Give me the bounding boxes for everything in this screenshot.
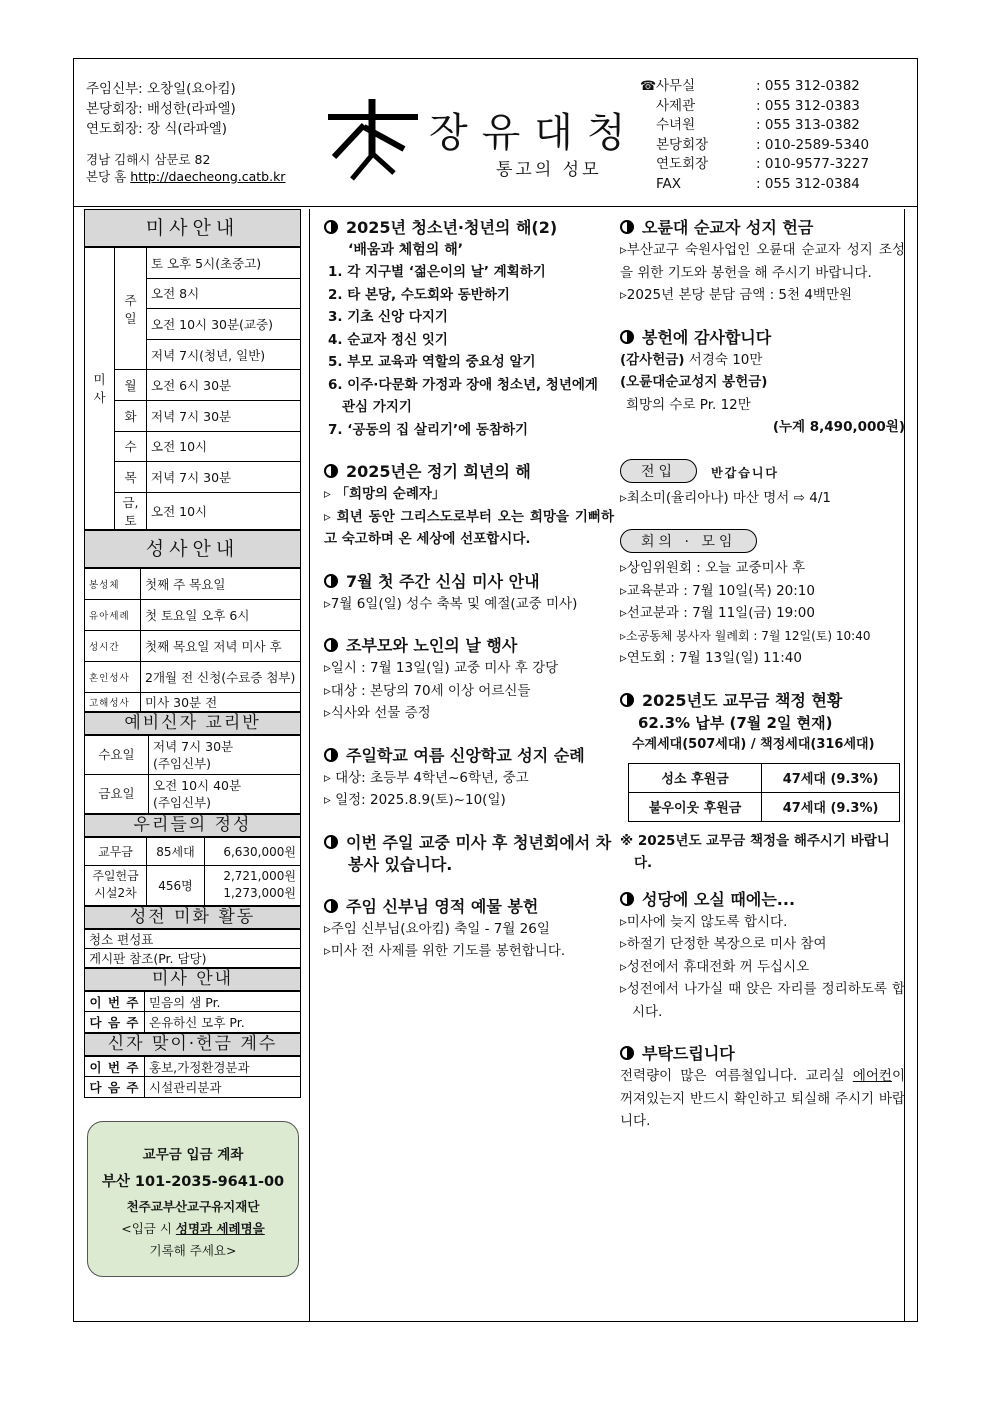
sunday-label: 주일	[115, 248, 147, 370]
greeting-week: 이 번 주	[85, 1056, 145, 1077]
offering-donor: 서경숙 10만	[684, 351, 763, 368]
contact-value: : 055 312-0384	[756, 175, 860, 192]
mass-guide-heading: 미사안내	[84, 209, 301, 247]
weekday-day: 금, 토	[115, 492, 147, 529]
offering-label: 시설2차	[94, 886, 137, 901]
parish-chairman: 본당회장: 배성한(라파엘)	[86, 101, 236, 117]
offering-amount: 2,721,000원	[223, 869, 296, 884]
masthead	[324, 97, 654, 197]
list-item: ▹최소미(율리아나) 마산 명서 ⇨ 4/1	[620, 489, 831, 506]
list-item: 4. 순교자 정신 잇기	[328, 331, 448, 348]
list-item: ▹ 희년 동안 그리스도로부터 오는 희망을 기뻐하고 숙고하며 온 세상에 선포합시다.	[324, 508, 614, 547]
contact-label: FAX	[656, 175, 682, 192]
list-item: ▹소공동체 봉사자 월례회 : 7월 12일(토) 10:40	[620, 628, 871, 643]
bulletin-title: 장유대청	[429, 110, 640, 156]
contact-value: : 010-9577-3227	[756, 156, 870, 172]
catechumen-time: 오전 10시 40분	[153, 777, 242, 793]
sacrament-label: 봉성체	[85, 568, 141, 599]
article-title: 주일학교 여름 신앙학교 성지 순례	[346, 745, 585, 765]
mass-table	[84, 247, 301, 530]
contact-row	[656, 155, 869, 175]
contact-label: 본당회장	[656, 136, 709, 153]
list-item: ▹부산교구 숙원사업인 오륜대 순교자 성지 조성을 위한 기도와 봉헌을 해 주시기 바랍니다.	[620, 242, 905, 281]
request-text: 전력량이 많은 여름철입니다. 교리실 에어컨이 꺼져있는지 반드시 확인하고 퇴실해 주시기 바랍니다.	[620, 1068, 905, 1129]
bulletin-frame	[73, 58, 918, 1322]
cross-logo	[324, 97, 424, 197]
sacrament-value: 첫째 주 목요일	[141, 568, 301, 599]
offerings-heading: 우리들의 정성	[84, 814, 301, 837]
welcome-text: 반갑습니다	[711, 466, 780, 480]
greeting-group: 시설관리분과	[145, 1077, 301, 1098]
staff-info	[86, 79, 285, 185]
sunday-mass: 오전 10시 30분(교중)	[147, 309, 301, 340]
article-youth-year	[324, 217, 614, 441]
weekday-day: 수	[115, 431, 147, 462]
article-title: 오륜대 순교자 성지 헌금	[642, 218, 814, 237]
article-etiquette	[620, 889, 905, 1024]
article-dues-status	[620, 690, 905, 875]
list-item: ▹미사 전 사제를 위한 기도를 봉헌합니다.	[324, 943, 566, 959]
column-divider	[309, 209, 310, 1321]
weekday-time: 저녁 7시 30분	[147, 400, 301, 431]
article-spiritual-offering	[324, 896, 614, 963]
weekday-time: 오전 6시 30분	[147, 370, 301, 401]
contact-value: : 055 313-0382	[756, 117, 860, 133]
bank-title: 교무금 입금 계좌	[142, 1147, 244, 1163]
decor-table	[84, 929, 301, 968]
mass-duty-heading: 미사 안내	[84, 968, 301, 991]
header	[74, 59, 917, 207]
sacrament-label: 고해성사	[85, 692, 141, 711]
article-subtitle: ‘배움과 체험의 해’	[348, 242, 464, 258]
bullet-half-circle-icon	[620, 693, 634, 707]
bullet-half-circle-icon	[324, 835, 338, 849]
offering-type: (감사헌금)	[620, 351, 685, 368]
article-title: 7월 첫 주간 신심 미사 안내	[346, 571, 540, 591]
weekday-time: 오전 10시	[147, 492, 301, 529]
list-item: ▹교육분과 : 7월 10일(목) 20:10	[620, 582, 815, 599]
list-item: 1. 각 지구별 ‘젊은이의 날’ 계획하기	[328, 264, 546, 280]
article-request	[620, 1043, 905, 1133]
contact-value: : 055 312-0383	[756, 97, 860, 114]
bullet-half-circle-icon	[324, 220, 338, 234]
article-title: 봉헌에 감사합니다	[642, 327, 772, 347]
contact-value: : 055 312-0382	[756, 78, 860, 94]
offering-count: 456명	[147, 865, 205, 905]
catechumen-teacher: (주임신부)	[153, 755, 212, 771]
duty-group: 온유하신 모후 Pr.	[145, 1012, 301, 1033]
sacrament-label: 혼인성사	[85, 661, 141, 692]
meeting-pill: 회의 · 모임	[620, 529, 757, 553]
bullet-half-circle-icon	[620, 892, 634, 906]
bullet-half-circle-icon	[324, 638, 338, 652]
decor-row: 게시판 참조(Pr. 담당)	[85, 948, 301, 967]
list-item: ▹2025년 본당 분담 금액 : 5천 4백만원	[620, 287, 853, 303]
article-meetings	[620, 529, 905, 670]
bank-account-box	[87, 1121, 299, 1277]
list-item: ▹주임 신부님(요아킴) 축일 - 7월 26일	[324, 920, 550, 937]
contact-value: : 010-2589-5340	[756, 136, 870, 153]
weekday-time: 저녁 7시 30분	[147, 462, 301, 493]
support-label: 불우이웃 후원금	[629, 792, 762, 821]
offerings-table	[84, 837, 301, 906]
offering-type: (오륜대순교성지 봉헌금)	[620, 374, 768, 390]
duty-group: 믿음의 샘 Pr.	[145, 991, 301, 1012]
list-item: ▹미사에 늦지 않도록 합시다.	[620, 913, 788, 930]
offering-count: 85세대	[147, 837, 205, 865]
catechumen-heading: 예비신자 교리반	[84, 712, 301, 735]
bank-note-emph: 성명과 세례명을	[175, 1221, 265, 1236]
address: 경남 김해시 삼문로 82	[86, 152, 211, 167]
bullet-half-circle-icon	[620, 220, 634, 234]
greeting-table	[84, 1056, 301, 1098]
list-item: 2. 타 본당, 수도회와 동반하기	[328, 286, 510, 303]
mass-group-label: 미사	[85, 248, 115, 530]
greeting-heading: 신자 맞이·헌금 계수	[84, 1033, 301, 1056]
article-summer-school	[324, 745, 614, 812]
article-grandparents-day	[324, 635, 614, 725]
offering-amount: 6,630,000원	[205, 837, 301, 865]
bank-note: <입금 시	[121, 1221, 176, 1236]
pastor: 주임신부: 오창일(요아킴)	[86, 81, 236, 97]
sacrament-value: 미사 30분 전	[141, 692, 301, 711]
greeting-group: 홍보,가정환경분과	[145, 1056, 301, 1077]
weekday-day: 목	[115, 462, 147, 493]
sacrament-value: 첫 토요일 오후 6시	[141, 599, 301, 630]
decor-row: 청소 편성표	[85, 929, 301, 948]
list-item: ▹성전에서 나가실 때 앉은 자리를 정리하도록 합시다.	[620, 981, 905, 1020]
article-oryundae	[620, 217, 905, 307]
duty-week: 다 음 주	[85, 1012, 145, 1033]
weekday-day: 월	[115, 370, 147, 401]
article-title: 부탁드립니다	[642, 1044, 735, 1063]
article-tea-service	[324, 832, 614, 876]
article-thanks	[620, 327, 905, 439]
offering-label: 교무금	[85, 837, 147, 865]
article-title: 2025년 청소년·청년의 해(2)	[346, 218, 558, 237]
sunday-mass: 저녁 7시(청년, 일반)	[147, 339, 301, 370]
duty-week: 이 번 주	[85, 991, 145, 1012]
article-title: 이번 주일 교중 미사 후 청년회에서 차 봉사 있습니다.	[346, 832, 612, 874]
catechumen-day: 수요일	[85, 735, 149, 774]
weekday-day: 화	[115, 400, 147, 431]
left-column	[84, 209, 301, 1098]
list-item: 6. 이주·다문화 가정과 장애 청소년, 청년에게 관심 가지기	[328, 376, 598, 415]
greeting-week: 다 음 주	[85, 1077, 145, 1098]
home-label: 본당 홈	[86, 169, 131, 184]
list-item: ▹ 일정: 2025.8.9(토)~10(일)	[324, 792, 506, 808]
bullet-half-circle-icon	[324, 574, 338, 588]
sacrament-label: 유아세례	[85, 599, 141, 630]
dues-progress: 62.3% 납부 (7월 2일 현재)	[638, 713, 833, 732]
offering-amount: 1,273,000원	[223, 886, 296, 901]
list-item: 7. ‘공동의 집 살리기’에 동참하기	[328, 421, 529, 438]
list-item: ▹대상 : 본당의 70세 이상 어르신들	[324, 682, 531, 699]
contact-label: 사제관	[656, 97, 696, 114]
bullet-half-circle-icon	[324, 464, 338, 478]
list-item: ▹선교분과 : 7월 11일(금) 19:00	[620, 605, 815, 621]
contact-row	[656, 97, 869, 117]
catechumen-teacher: (주임신부)	[153, 794, 212, 810]
bullet-half-circle-icon	[620, 330, 634, 344]
bullet-half-circle-icon	[620, 1046, 634, 1060]
yeondo-chairman: 연도회장: 장 식(라파엘)	[86, 121, 228, 137]
contact-row	[656, 116, 869, 136]
weekday-time: 오전 10시	[147, 431, 301, 462]
article-title: 2025년은 정기 희년의 해	[346, 462, 531, 481]
list-item: ▹하절기 단정한 복장으로 미사 참여	[620, 936, 827, 952]
sacrament-value: 2개월 전 신청(수료증 첨부)	[141, 661, 301, 692]
contact-label: 수녀원	[656, 117, 696, 133]
contact-row	[656, 175, 869, 195]
right-column	[620, 217, 905, 1153]
article-title: 주임 신부님 영적 예물 봉헌	[346, 896, 539, 916]
dues-note: ※ 2025년도 교무금 책정을 해주시기 바랍니다.	[620, 832, 890, 871]
contact-label: 연도회장	[656, 156, 709, 172]
article-jubilee	[324, 461, 614, 551]
list-item: ▹상임위원회 : 오늘 교중미사 후	[620, 560, 805, 576]
support-value: 47세대 (9.3%)	[762, 792, 900, 821]
middle-column	[324, 217, 614, 983]
decor-heading: 성전 미화 활동	[84, 906, 301, 929]
home-link[interactable]: http://daecheong.catb.kr	[130, 169, 286, 184]
sunday-mass: 토 오후 5시(초중고)	[147, 248, 301, 279]
catechumen-day: 금요일	[85, 774, 149, 813]
list-item: 3. 기초 신앙 다지기	[328, 309, 448, 325]
contact-row	[656, 77, 869, 97]
contact-label: 사무실	[656, 78, 696, 94]
transfer-pill: 전입	[620, 459, 697, 483]
list-item: ▹ 「희망의 순례자」	[324, 486, 446, 502]
article-title: 성당에 오실 때에는...	[642, 889, 796, 909]
bank-note: 기록해 주세요>	[149, 1243, 237, 1258]
list-item: ▹식사와 선물 증정	[324, 705, 431, 721]
phone-icon: ☎	[640, 79, 657, 94]
sacrament-value: 첫째 목요일 저녁 미사 후	[141, 630, 301, 661]
list-item: ▹7월 6일(일) 성수 축복 및 예절(교중 미사)	[324, 595, 578, 612]
bulletin-subtitle: 통고의 성모	[496, 160, 602, 180]
contacts	[640, 77, 870, 194]
support-table	[628, 763, 900, 822]
list-item: ▹연도회 : 7월 13일(일) 11:40	[620, 650, 802, 666]
catechumen-time: 저녁 7시 30분	[153, 738, 234, 754]
sacrament-label: 성시간	[85, 630, 141, 661]
catechumen-table	[84, 735, 301, 814]
bullet-half-circle-icon	[324, 899, 338, 913]
list-item: ▹ 대상: 초등부 4학년~6학년, 중고	[324, 769, 529, 786]
list-item: 5. 부모 교육과 역할의 중요성 알기	[328, 354, 536, 370]
offering-total: (누계 8,490,000원)	[772, 419, 905, 435]
article-transfer-in	[620, 459, 905, 510]
article-devotion-mass	[324, 571, 614, 616]
bank-holder: 천주교부산교구유지재단	[126, 1199, 260, 1214]
offering-donor: 희망의 수로 Pr. 12만	[626, 396, 751, 413]
dues-households: 수계세대(507세대) / 책정세대(316세대)	[632, 737, 875, 752]
support-value: 47세대 (9.3%)	[762, 763, 900, 792]
support-label: 성소 후원금	[629, 763, 762, 792]
offering-label: 주일헌금	[92, 869, 139, 884]
sacrament-heading: 성사안내	[84, 530, 301, 568]
sacrament-table	[84, 568, 301, 712]
article-title: 2025년도 교무금 책정 현황	[642, 690, 843, 710]
bullet-half-circle-icon	[324, 748, 338, 762]
article-title: 조부모와 노인의 날 행사	[346, 636, 518, 655]
list-item: ▹일시 : 7월 13일(일) 교중 미사 후 강당	[324, 660, 559, 676]
mass-duty-table	[84, 991, 301, 1033]
sunday-mass: 오전 8시	[147, 278, 301, 309]
list-item: ▹성전에서 휴대전화 꺼 두십시오	[620, 958, 810, 975]
contact-row	[656, 136, 869, 156]
bank-account: 부산 101-2035-9641-00	[101, 1174, 285, 1190]
